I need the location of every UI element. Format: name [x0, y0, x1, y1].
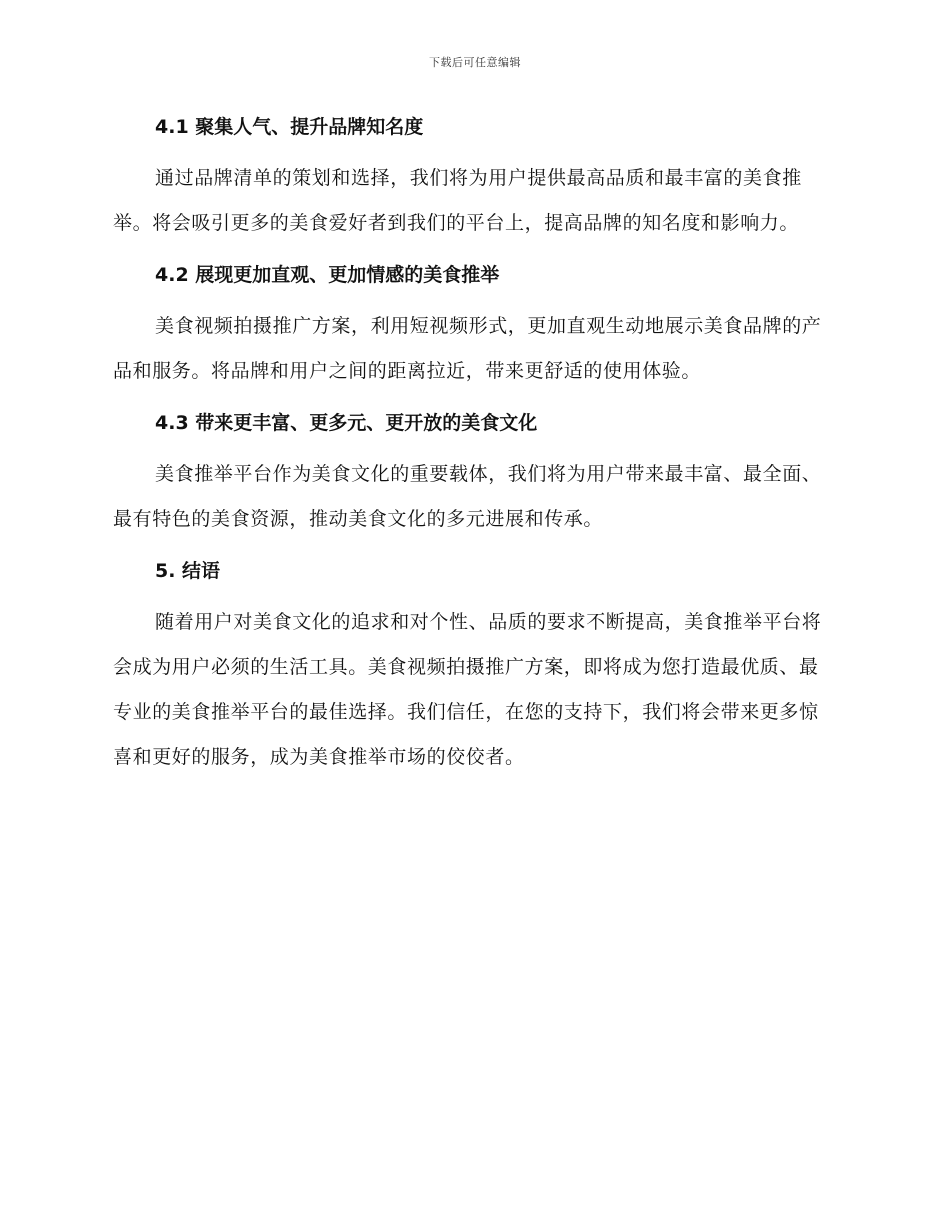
section-heading-4-2: 4.2 展现更加直观、更加情感的美食推举 [155, 264, 500, 286]
section-paragraph-4-1: 通过品牌清单的策划和选择，我们将为用户提供最高品质和最丰富的美食推举。将会吸引更多的美食爱好者到我们的平台上，提高品牌的知名度和影响力。 [113, 167, 802, 234]
document-body [113, 112, 833, 780]
section-paragraph-5: 随着用户对美食文化的追求和对个性、品质的要求不断提高，美食推举平台将会成为用户必须的生活工具。美食视频拍摄推广方案，即将成为您打造最优质、最专业的美食推举平台的最佳选择。我们信任，在您的支持下，我们将会带来更多惊喜和更好的服务，成为美食推举市场的佼佼者。 [113, 611, 822, 768]
page-header-note: 下载后可任意编辑 [429, 56, 521, 69]
section-heading-4-3: 4.3 带来更丰富、更多元、更开放的美食文化 [155, 412, 538, 434]
section-heading-4-1: 4.1 聚集人气、提升品牌知名度 [155, 116, 424, 138]
section-paragraph-4-3: 美食推举平台作为美食文化的重要载体，我们将为用户带来最丰富、最全面、最有特色的美食资源，推动美食文化的多元进展和传承。 [113, 463, 822, 530]
section-heading-5: 5. 结语 [155, 560, 221, 582]
section-paragraph-4-2: 美食视频拍摄推广方案，利用短视频形式，更加直观生动地展示美食品牌的产品和服务。将品牌和用户之间的距离拉近，带来更舒适的使用体验。 [113, 315, 822, 382]
